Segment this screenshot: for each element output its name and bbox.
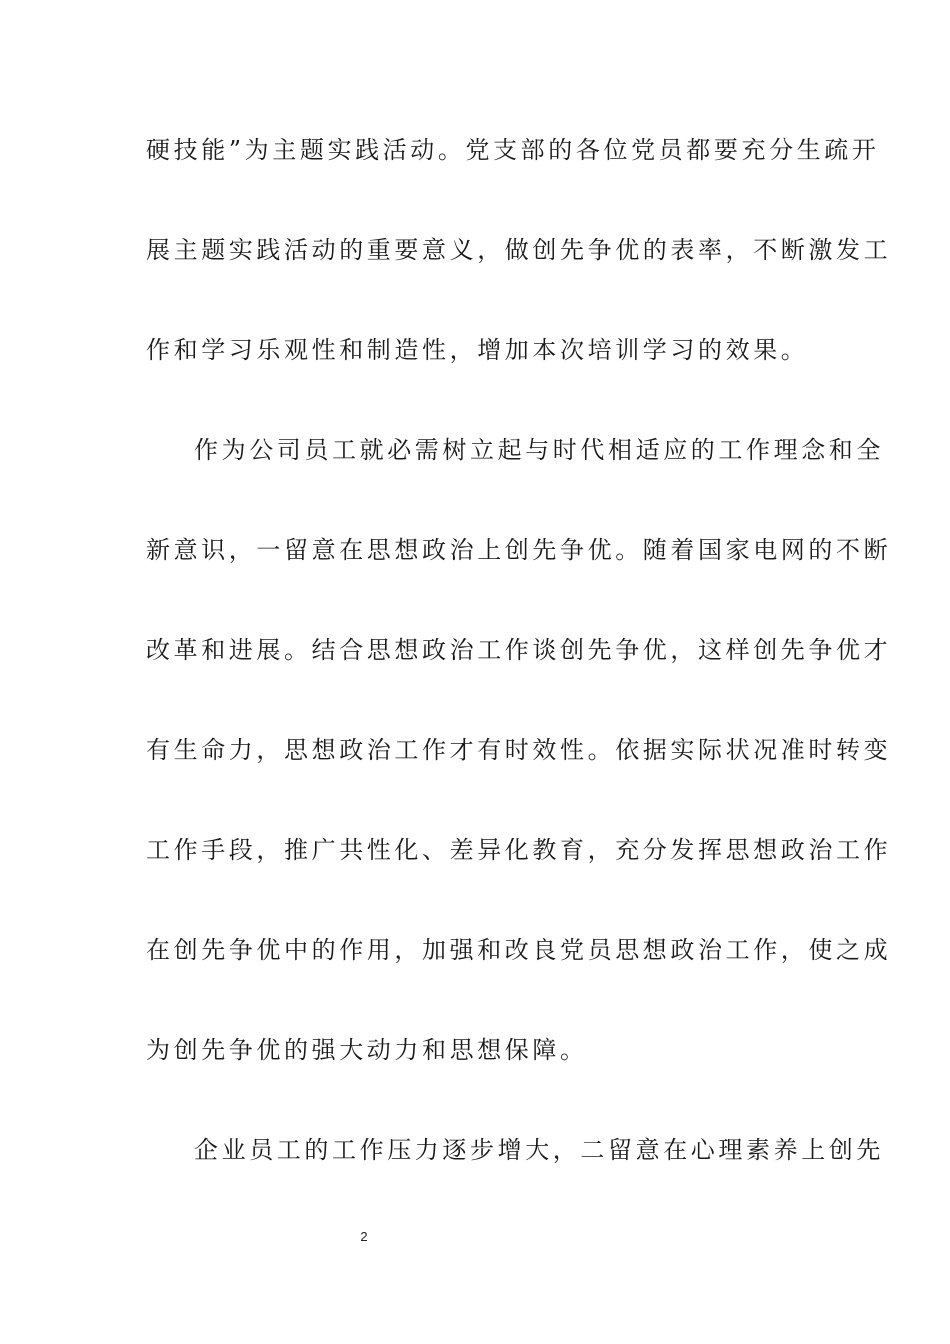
text-line-5: 新意识，一留意在思想政治上创先争优。随着国家电网的不断 <box>146 536 892 564</box>
text-line-4: 作为公司员工就必需树立起与时代相适应的工作理念和全 <box>194 436 884 464</box>
page-number: 2 <box>360 1229 368 1244</box>
text-line-6: 改革和进展。结合思想政治工作谈创先争优，这样创先争优才 <box>146 636 892 664</box>
text-line-9: 在创先争优中的作用，加强和改良党员思想政治工作，使之成 <box>146 936 892 964</box>
text-line-2: 展主题实践活动的重要意义，做创先争优的表率，不断激发工 <box>146 236 892 264</box>
text-line-7: 有生命力，思想政治工作才有时效性。依据实际状况准时转变 <box>146 736 892 764</box>
text-line-10: 为创先争优的强大动力和思想保障。 <box>146 1036 588 1064</box>
text-line-1: 硬技能”为主题实践活动。党支部的各位党员都要充分生疏开 <box>146 136 880 164</box>
text-line-11: 企业员工的工作压力逐步增大，二留意在心理素养上创先 <box>194 1136 884 1164</box>
text-line-3: 作和学习乐观性和制造性，增加本次培训学习的效果。 <box>146 336 809 364</box>
text-line-8: 工作手段，推广共性化、差异化教育，充分发挥思想政治工作 <box>146 836 892 864</box>
